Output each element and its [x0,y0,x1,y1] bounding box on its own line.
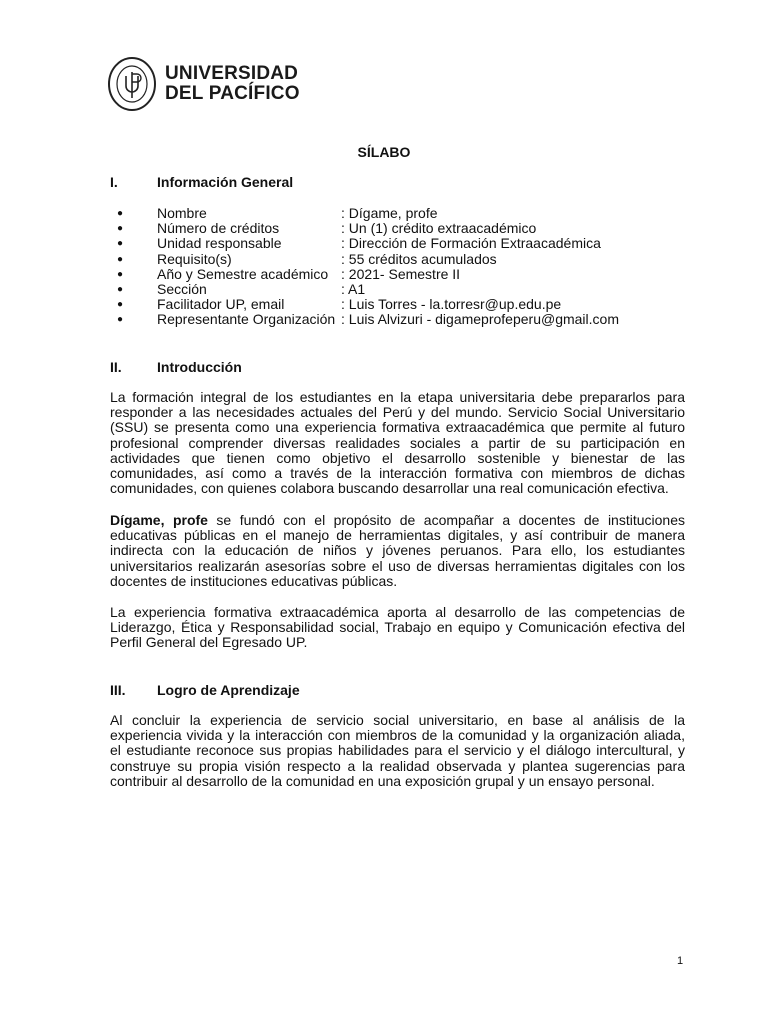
info-list-item [117,206,619,221]
info-value: : Un (1) crédito extraacadémico [341,220,537,237]
section-2-heading [110,359,242,375]
logo-line-1: UNIVERSIDAD [165,63,299,84]
info-value: : Dígame, profe [341,205,438,221]
university-seal-icon [107,56,157,112]
info-label: Representante Organización [157,311,336,328]
info-label: Nombre [157,205,207,221]
info-label: Requisito(s) [157,250,232,267]
bullet-icon: ● [117,299,124,311]
logro-paragraph: Al concluir la experiencia de servicio social universitario, en base al análisis de la experiencia vivida y la interacción con miembros de la comunidad y la organización aliada, el estudiante reconoce sus propias habilidades para el servicio y el diálogo intercultural, y construye su propia visión respecto a la realidad observada y plantea sugerencias para contribuir al desarrollo de la comunidad en una exposición grupal y un ensayo personal. [110,712,685,789]
general-info-list [117,206,619,328]
info-value: : Luis Torres - la.torresr@up.edu.pe [341,296,562,313]
section-title: Introducción [157,359,242,375]
info-list-item [117,297,619,312]
info-label: Año y Semestre académico [157,265,329,282]
page-title: SÍLABO [357,144,411,160]
info-list-item [117,236,619,251]
university-logo [107,56,300,112]
page-number: 1 [677,955,684,967]
intro-paragraph-2 [110,513,685,589]
info-list-item [117,267,619,282]
info-label: Número de créditos [157,220,280,237]
section-number: I. [110,174,118,190]
bullet-icon: ● [117,284,124,296]
info-value: : Dirección de Formación Extraacadémica [341,235,601,252]
info-label: Unidad responsable [157,235,282,252]
bullet-icon: ● [117,208,124,219]
section-title: Logro de Aprendizaje [157,682,300,698]
bullet-icon: ● [117,253,124,265]
info-label: Facilitador UP, email [157,296,285,313]
info-value: : 55 créditos acumulados [341,250,497,267]
info-value: : 2021- Semestre II [341,265,461,282]
info-list-item [117,221,619,236]
section-3-heading [110,682,300,698]
info-label: Sección [157,281,207,298]
info-value: : Luis Alvizuri - digameprofeperu@gmail.com [341,311,619,328]
section-1-heading [110,174,293,190]
section-title: Información General [157,174,294,190]
bullet-icon: ● [117,238,124,250]
info-list-item [117,282,619,297]
intro-paragraph-2-text: se fundó con el propósito de acompañar a docentes de instituciones educativas públicas en el manejo de herramientas digitales, y así contribuir de manera indirecta con la educación de niños y jóvenes peruanos. Para ello, los estudiantes universitarios realizarán asesorías sobre el uso de diversas herramientas digitales con los docentes de instituciones educativas públicas. [110,512,685,589]
section-number: II. [110,359,122,375]
section-number: III. [110,682,126,698]
bullet-icon: ● [117,314,124,326]
bullet-icon: ● [117,223,124,235]
organization-name: Dígame, profe [110,512,208,528]
intro-paragraph-3: La experiencia formativa extraacadémica aporta al desarrollo de las competencias de Liderazgo, Ética y Responsabilidad social, Trabajo en equipo y Comunicación efectiva del Perfil General del Egresado UP. [110,604,685,651]
info-list-item [117,252,619,267]
bullet-icon: ● [117,268,124,280]
intro-paragraph-1: La formación integral de los estudiantes en la etapa universitaria debe prepararlos para responder a las necesidades actuales del Perú y del mundo. Servicio Social Universitario (SSU) se presenta como una experiencia formativa extraacadémica que permite al futuro profesional comprender diversas realidades sociales a partir de su participación en actividades que tienen como objetivo el desarrollo sostenible y bienestar de las comunidades, así como a través de la interacción formativa con miembros de dichas comunidades, con quienes colabora buscando desarrollar una real comunicación efectiva. [110,389,685,497]
info-list-item [117,312,619,327]
logo-line-2: DEL PACÍFICO [165,83,300,104]
info-value: : A1 [341,281,366,298]
